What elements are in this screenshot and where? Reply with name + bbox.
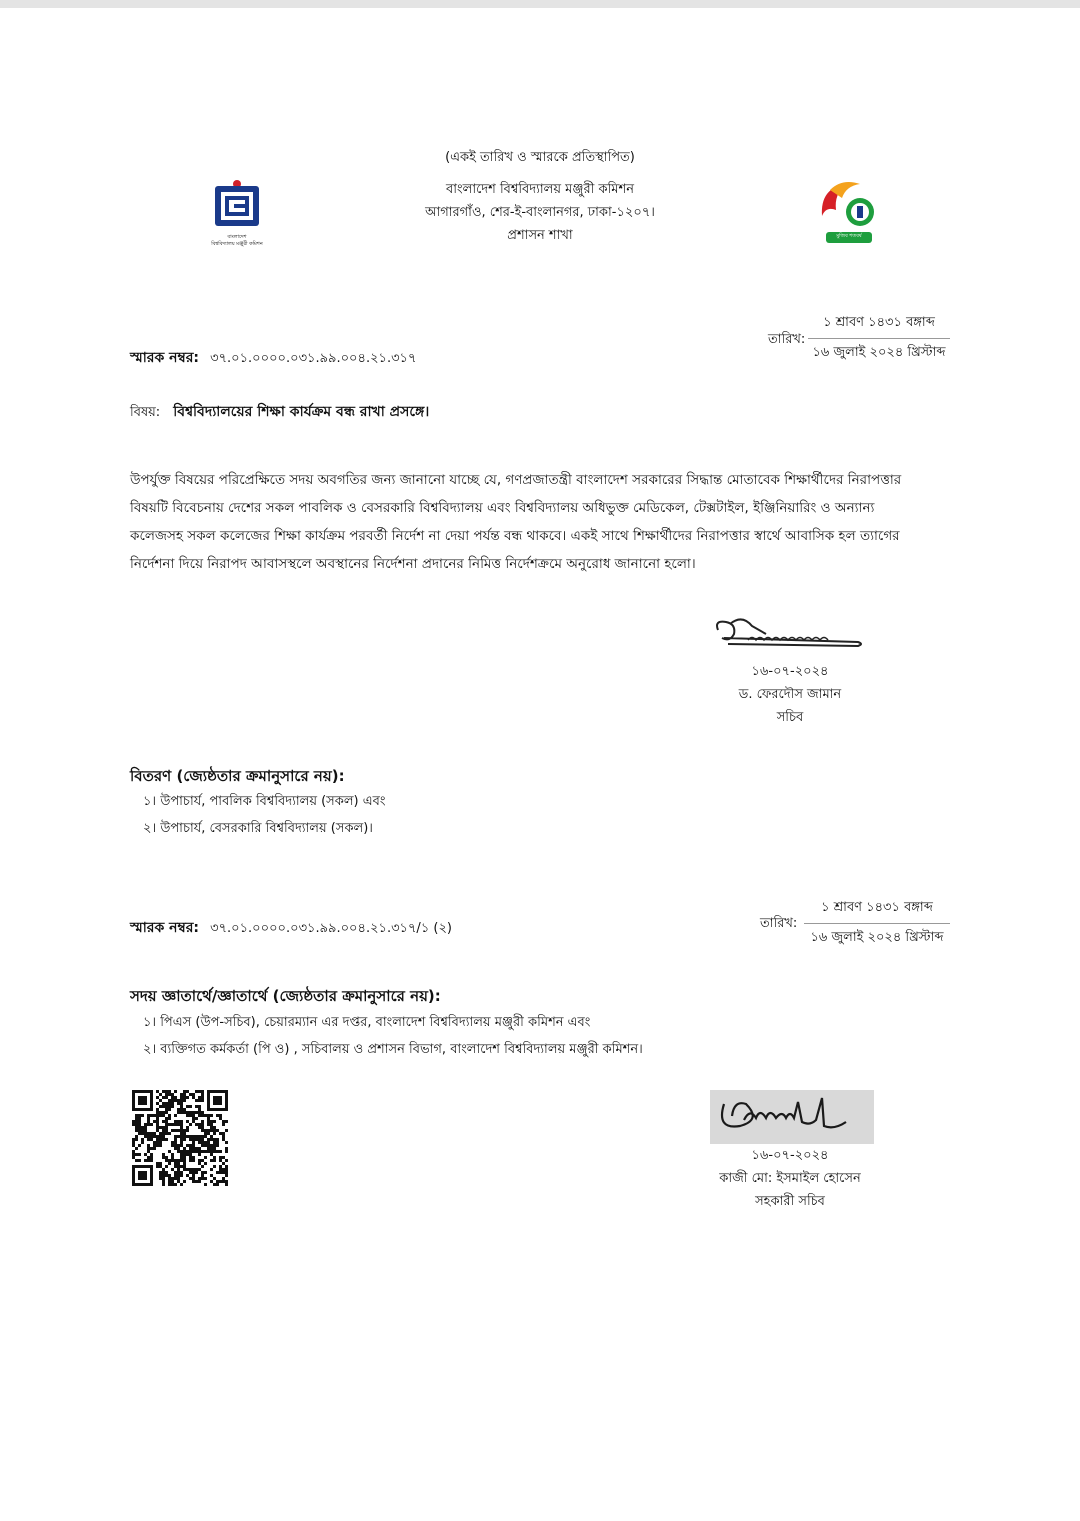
subject-text: বিশ্ববিদ্যালয়ের শিক্ষা কার্যক্রম বন্ধ রাখা প্রসঙ্গে। [173, 404, 430, 420]
memo-label: স্মারক নম্বর: [130, 350, 200, 366]
cc-item: ২। ব্যক্তিগত কর্মকর্তা (পি ও) , সচিবালয় ও প্রশাসন বিভাগ, বাংলাদেশ বিশ্ববিদ্যালয় মঞ্জুরী কমিশন। [143, 1042, 643, 1057]
signatory1-name: ড. ফেরদৌস জামান [738, 687, 842, 702]
signatory1-designation: সচিব [776, 710, 804, 725]
date-gregorian: ১৬ জুলাই ২০২৪ খ্রিস্টাব্দ [812, 345, 946, 360]
memo-number-row [130, 346, 416, 370]
distribution-item: ১। উপাচার্য, পাবলিক বিশ্ববিদ্যালয় (সকল) এবং [143, 794, 386, 809]
signature-ismail-hossen [710, 1090, 874, 1144]
body-paragraph [130, 466, 950, 578]
ugc-logo-caption-2: বিশ্ববিদ্যালয় মঞ্জুরী কমিশন [211, 241, 263, 247]
org-address: আগারগাঁও, শের-ই-বাংলানগর, ঢাকা-১২০৭। [425, 205, 655, 220]
memo2-date-label: তারিখ: [760, 916, 798, 931]
signatory1-date: ১৬-০৭-২০২৪ [751, 664, 829, 679]
replacement-note: (একই তারিখ ও স্মারকে প্রতিস্থাপিত) [445, 150, 635, 165]
body-line: কলেজসহ সকল কলেজের শিক্ষা কার্যক্রম পরবর্তী নির্দেশ না দেয়া পর্যন্ত বন্ধ থাকবে। একই সাথে শিক্ষার্থীদের নিরাপত্তার স্বার্থে আবাসিক হল ত্যাগের [130, 528, 900, 544]
cc-item: ১। পিএস (উপ-সচিব), চেয়ারম্যান এর দপ্তর, বাংলাদেশ বিশ্ববিদ্যালয় মঞ্জুরী কমিশন এবং [143, 1015, 591, 1030]
memo2-label: স্মারক নম্বর: [130, 920, 200, 936]
section-name: প্রশাসন শাখা [507, 228, 573, 243]
signatory2-name: কাজী মো: ইসমাইল হোসেন [719, 1171, 861, 1186]
date-bangla: ১ শ্রাবণ ১৪৩১ বঙ্গাব্দ [808, 313, 950, 339]
signatory2-designation: সহকারী সচিব [755, 1194, 825, 1209]
memo-number: ৩৭.০১.০০০০.০৩১.৯৯.০০৪.২১.৩১৭ [210, 351, 417, 366]
signature-ferdous-zaman [708, 612, 870, 656]
ugc-logo-caption-1: বাংলাদেশ [227, 234, 247, 240]
memo2-number: ৩৭.০১.০০০০.০৩১.৯৯.০০৪.২১.৩১৭/১ (২) [210, 921, 452, 936]
memo2-number-row [130, 916, 452, 940]
ugc-logo-icon [196, 178, 278, 230]
mujib-borsho-logo [812, 176, 884, 248]
body-line: উপর্যুক্ত বিষয়ের পরিপ্রেক্ষিতে সদয় অবগতির জন্য জানানো যাচ্ছে যে, গণপ্রজাতন্ত্রী বাংলাদেশ সরকারের সিদ্ধান্ত মোতাবেক শিক্ষার্থীদের নিরাপত্তার [130, 472, 902, 488]
ugc-logo [196, 178, 278, 248]
viewer-top-bar [0, 0, 1080, 8]
qr-code-icon[interactable] [132, 1090, 228, 1186]
org-name: বাংলাদেশ বিশ্ববিদ্যালয় মঞ্জুরী কমিশন [446, 182, 634, 197]
distribution-heading: বিতরণ (জ্যেষ্ঠতার ক্রমানুসারে নয়): [130, 767, 345, 785]
signatory2-date: ১৬-০৭-২০২৪ [751, 1148, 829, 1163]
date-label: তারিখ: [768, 332, 806, 347]
signature-ismail-stroke [710, 1090, 874, 1144]
subject-label: বিষয়: [130, 405, 161, 420]
distribution-item: ২। উপাচার্য, বেসরকারি বিশ্ববিদ্যালয় (সকল)। [143, 821, 373, 836]
mujib-logo-caption: মুজিব শতবর্ষ [836, 233, 862, 239]
body-line: নির্দেশনা দিয়ে নিরাপদ আবাসস্থলে অবস্থানের নির্দেশনা প্রদানের নিমিত্ত নির্দেশক্রমে অনুরোধ জানানো হলো। [130, 556, 696, 572]
cc-heading: সদয় জ্ঞাতার্থে/জ্ঞাতার্থে (জ্যেষ্ঠতার ক্রমানুসারে নয়): [130, 987, 441, 1005]
body-line: বিষয়টি বিবেচনায় দেশের সকল পাবলিক ও বেসরকারি বিশ্ববিদ্যালয় এবং বিশ্ববিদ্যালয় অধিভুক্ত মেডিকেল, টেক্সটাইল, ইঞ্জিনিয়ারিং ও অন্যান্য [130, 500, 875, 516]
subject-row [130, 400, 429, 424]
memo2-date-bangla: ১ শ্রাবণ ১৪৩১ বঙ্গাব্দ [804, 898, 950, 924]
memo2-date-gregorian: ১৬ জুলাই ২০২৪ খ্রিস্টাব্দ [810, 930, 944, 945]
